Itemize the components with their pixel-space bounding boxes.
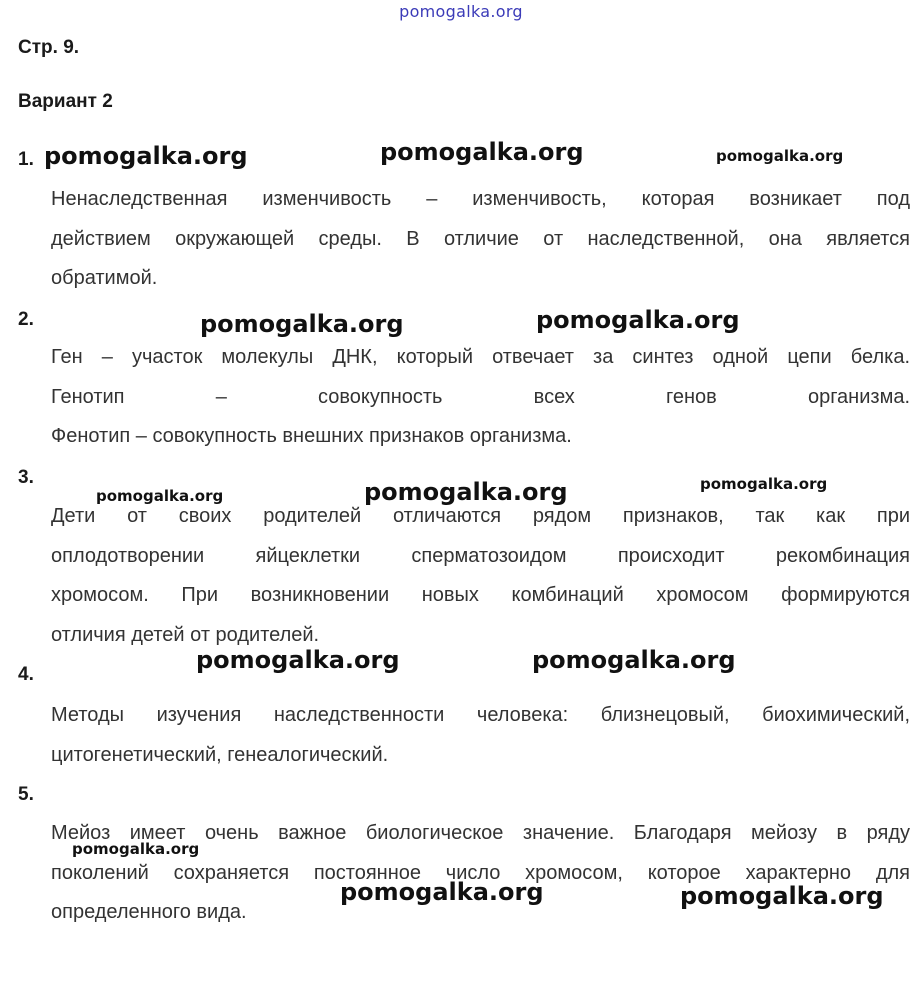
- text-line: поколений сохраняется постоянное число хромосом, которое характерно для: [51, 861, 910, 884]
- text-line: Дети от своих родителей отличаются рядом признаков, так как при: [51, 505, 910, 527]
- watermark: pomogalka.org: [700, 475, 828, 493]
- item-number-4: 4.: [18, 664, 34, 685]
- variant-heading: Вариант 2: [18, 91, 113, 112]
- item-text-4: [51, 696, 910, 775]
- item-text-3: [51, 497, 910, 655]
- watermark: pomogalka.org: [96, 487, 224, 505]
- watermark: pomogalka.org: [72, 840, 200, 858]
- item-number-3: 3.: [18, 467, 34, 488]
- top-watermark: pomogalka.org: [399, 2, 523, 21]
- watermark: pomogalka.org: [536, 306, 740, 334]
- watermark: pomogalka.org: [196, 646, 400, 674]
- text-line: действием окружающей среды. В отличие от наследственной, она является: [51, 227, 910, 250]
- item-number-1: 1.: [18, 149, 34, 170]
- item-number-2: 2.: [18, 309, 34, 330]
- text-line: оплодотворении яйцеклетки сперматозоидом происходит рекомбинация: [51, 544, 910, 567]
- text-line: обратимой.: [51, 267, 158, 289]
- item-text-5: [51, 814, 910, 933]
- text-line: хромосом. При возникновении новых комбинаций хромосом формируются: [51, 584, 910, 606]
- watermark: pomogalka.org: [532, 646, 736, 674]
- item-text-2: [51, 338, 910, 457]
- watermark: pomogalka.org: [716, 147, 844, 165]
- watermark: pomogalka.org: [200, 310, 404, 338]
- watermark: pomogalka.org: [340, 878, 544, 906]
- text-line: цитогенетический, генеалогический.: [51, 743, 389, 766]
- watermark: pomogalka.org: [364, 478, 568, 506]
- page-reference: Стр. 9.: [18, 37, 80, 58]
- watermark: pomogalka.org: [44, 142, 248, 170]
- text-line: Мейоз имеет очень важное биологическое значение. Благодаря мейозу в ряду: [51, 822, 910, 844]
- text-line: Ненаследственная изменчивость – изменчивость, которая возникает под: [51, 188, 910, 210]
- text-line: Генотип – совокупность всех генов организма.: [51, 385, 910, 408]
- text-line: определенного вида.: [51, 901, 247, 923]
- item-text-1: [51, 180, 910, 299]
- watermark: pomogalka.org: [680, 882, 884, 910]
- text-line: отличия детей от родителей.: [51, 623, 320, 646]
- item-number-5: 5.: [18, 784, 34, 805]
- watermark: pomogalka.org: [380, 138, 584, 166]
- text-line: Фенотип – совокупность внешних признаков организма.: [51, 425, 572, 447]
- text-line: Методы изучения наследственности человека: близнецовый, биохимический,: [51, 704, 910, 726]
- text-line: Ген – участок молекулы ДНК, который отвечает за синтез одной цепи белка.: [51, 346, 910, 368]
